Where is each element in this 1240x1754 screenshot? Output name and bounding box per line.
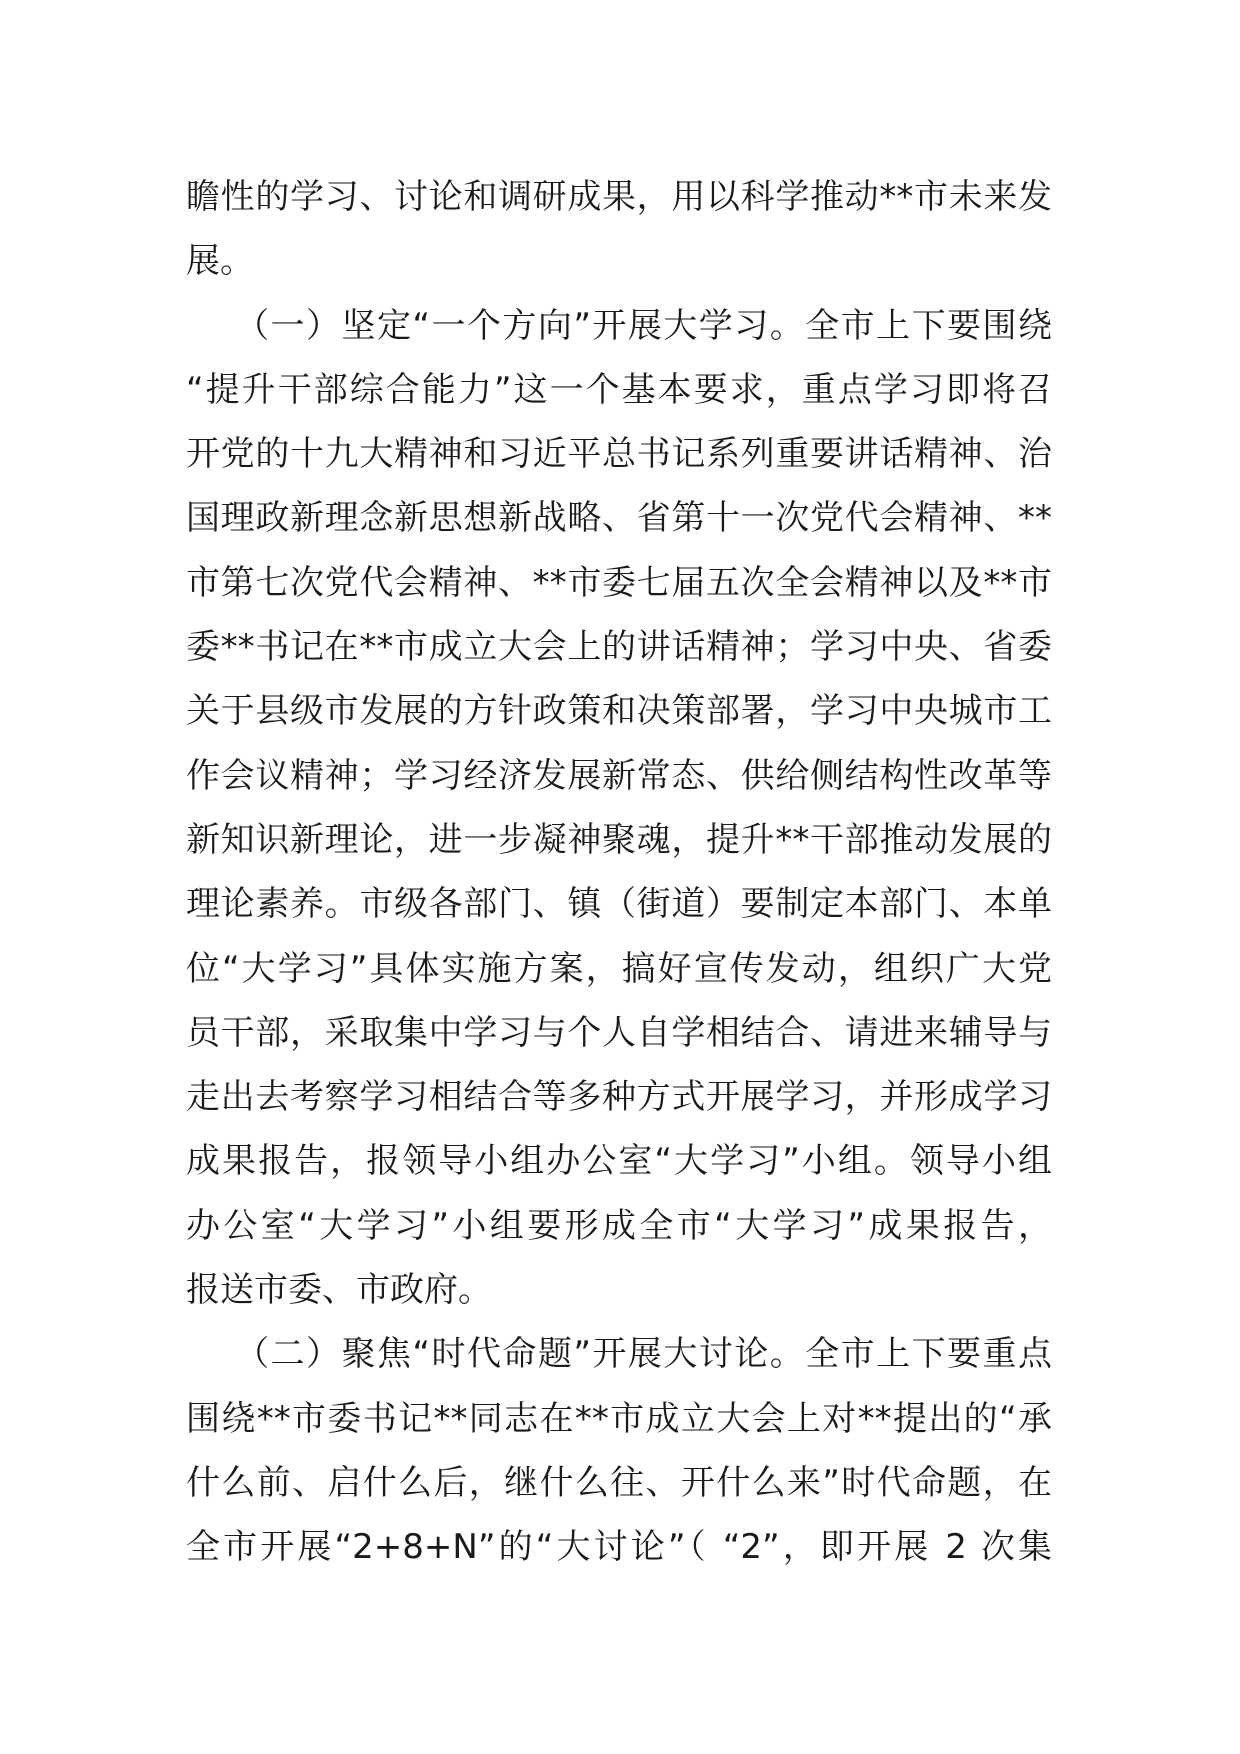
text-line: 理论素养。市级各部门、镇（街道）要制定本部门、本单 bbox=[186, 884, 1052, 925]
text-line: 市第七次党代会精神、**市委七届五次全会精神以及**市 bbox=[186, 562, 1052, 603]
text-line: 员干部，采取集中学习与个人自学相结合、请进来辅导与 bbox=[186, 1012, 1052, 1053]
text-line: 走出去考察学习相结合等多种方式开展学习，并形成学习 bbox=[186, 1077, 1052, 1118]
text-line: “提升干部综合能力”这一个基本要求，重点学习即将召 bbox=[186, 369, 1052, 410]
text-line: 国理政新理念新思想新战略、省第十一次党代会精神、** bbox=[186, 498, 1052, 539]
text-line: 瞻性的学习、讨论和调研成果，用以科学推动**市未来发 bbox=[186, 177, 1052, 217]
text-line: 展。 bbox=[186, 241, 254, 282]
text-line: 报送市委、市政府。 bbox=[186, 1270, 492, 1311]
text-line: （二）聚焦“时代命题”开展大讨论。全市上下要重点 bbox=[186, 1334, 1052, 1375]
text-line: 围绕**市委书记**同志在**市成立大会上对**提出的“承 bbox=[186, 1398, 1052, 1439]
text-line: 开党的十九大精神和习近平总书记系列重要讲话精神、治 bbox=[186, 434, 1052, 475]
text-line: 办公室“大学习”小组要形成全市“大学习”成果报告， bbox=[186, 1205, 1052, 1246]
text-line: 位“大学习”具体实施方案，搞好宣传发动，组织广大党 bbox=[186, 948, 1052, 989]
text-line: 什么前、启什么后，继什么往、开什么来”时代命题，在 bbox=[186, 1462, 1052, 1503]
text-line: 委**书记在**市成立大会上的讲话精神；学习中央、省委 bbox=[186, 627, 1052, 668]
text-line: 全市开展“2+8+N”的“大讨论”（ “2”，即开展 2 次集 bbox=[186, 1527, 1052, 1568]
text-line: （一）坚定“一个方向”开展大学习。全市上下要围绕 bbox=[186, 305, 1052, 346]
text-line: 关于县级市发展的方针政策和决策部署，学习中央城市工 bbox=[186, 691, 1052, 732]
text-line: 作会议精神；学习经济发展新常态、供给侧结构性改革等 bbox=[186, 755, 1052, 796]
text-line: 新知识新理论，进一步凝神聚魂，提升**干部推动发展的 bbox=[186, 819, 1052, 860]
text-line: 成果报告，报领导小组办公室“大学习”小组。领导小组 bbox=[186, 1141, 1052, 1182]
body-text bbox=[186, 165, 1052, 1580]
